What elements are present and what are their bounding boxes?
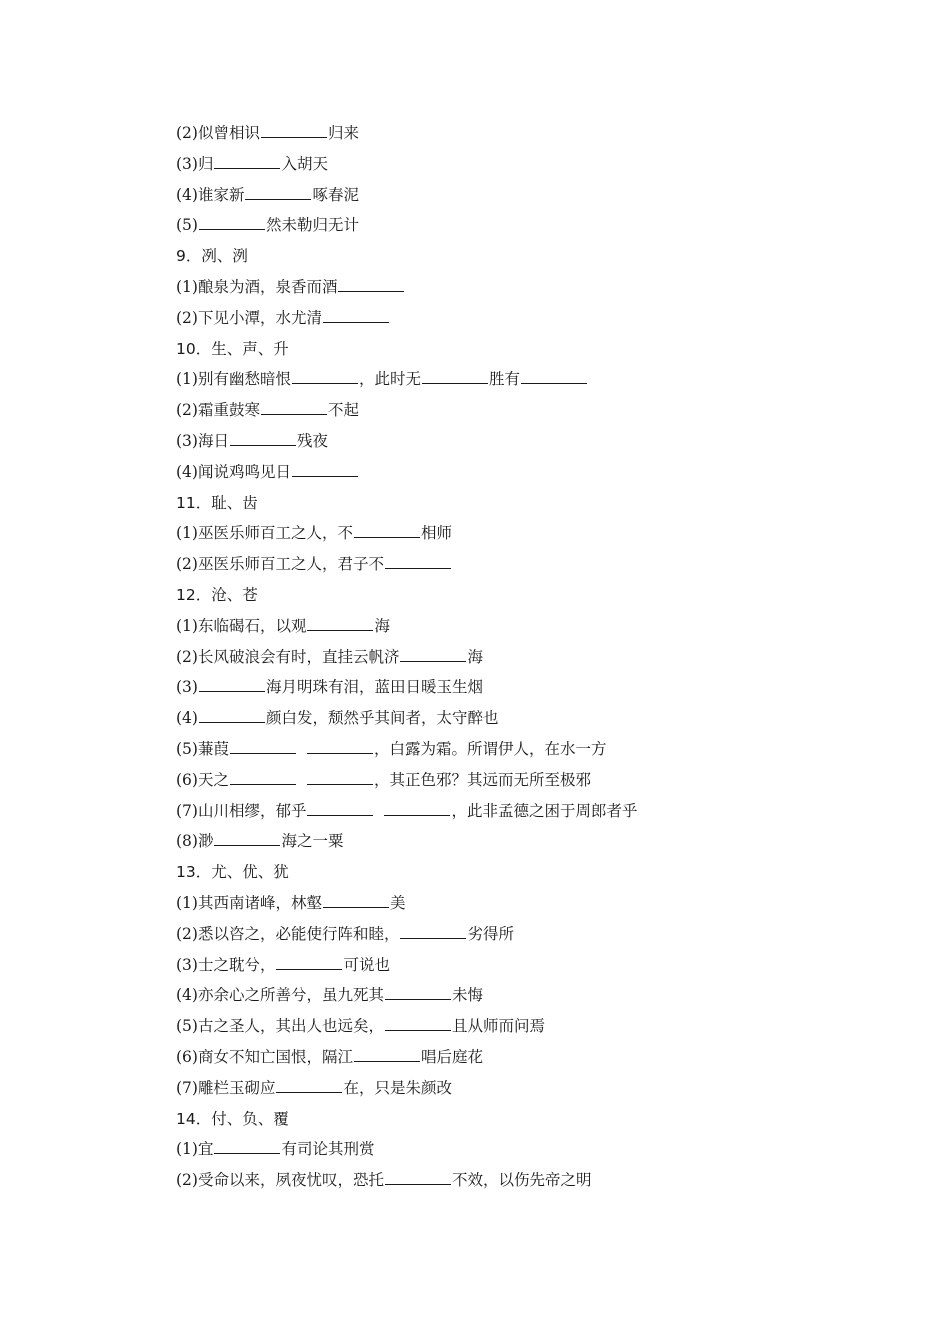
item-text: (4)亦余心之所善兮，虽九死其 [176, 986, 384, 1005]
item-text: 未悔 [451, 986, 483, 1005]
exercise-item [176, 980, 896, 1011]
item-text: ，白露为霜。所谓伊人，在水一方 [373, 739, 607, 758]
exercise-item [176, 642, 896, 673]
answer-blank[interactable] [230, 783, 296, 785]
answer-blank[interactable] [384, 814, 450, 816]
exercise-item [176, 765, 896, 796]
item-text: (4) [176, 709, 198, 728]
item-text: 然未勒归无计 [265, 216, 359, 235]
item-text: (1)宜 [176, 1140, 214, 1159]
exercise-item [176, 950, 896, 981]
item-text: 不起 [327, 401, 359, 420]
item-text: 不效，以伤先帝之明 [451, 1171, 592, 1190]
answer-blank[interactable] [276, 1091, 342, 1093]
item-text: (4)闻说鸡鸣见日 [176, 462, 291, 481]
exercise-item [176, 210, 896, 241]
item-text: (2)霜重鼓寒 [176, 401, 260, 420]
item-text: (2)受命以来，夙夜忧叹，恐托 [176, 1171, 384, 1190]
answer-blank[interactable] [422, 382, 488, 384]
answer-blank[interactable] [214, 167, 280, 169]
answer-blank[interactable] [292, 382, 358, 384]
item-text: 且从师而问焉 [451, 1017, 545, 1036]
item-text: (3)海日 [176, 431, 229, 450]
item-text: 海之一粟 [281, 832, 344, 851]
exercise-item [176, 796, 896, 827]
section-heading [176, 1104, 896, 1135]
item-text: (3)士之耽兮， [176, 955, 276, 974]
item-text: (2)下见小潭，水尤清 [176, 308, 322, 327]
exercise-item [176, 919, 896, 950]
item-text: 啄春泥 [312, 185, 359, 204]
exercise-item [176, 364, 896, 395]
heading-text: 13．尤、优、犹 [176, 863, 289, 882]
item-text: (1)巫医乐师百工之人，不 [176, 524, 353, 543]
item-text: (6)天之 [176, 770, 229, 789]
exercise-item [176, 118, 896, 149]
answer-blank[interactable] [307, 752, 373, 754]
answer-blank[interactable] [307, 783, 373, 785]
exercise-item [176, 426, 896, 457]
answer-blank[interactable] [323, 321, 389, 323]
section-heading [176, 334, 896, 365]
item-text: ，其正色邪？其远而无所至极邪 [373, 770, 591, 789]
exercise-item [176, 888, 896, 919]
item-text: (1)别有幽愁暗恨 [176, 370, 291, 389]
item-text: (8)渺 [176, 832, 214, 851]
heading-text: 11．耻、齿 [176, 493, 258, 512]
answer-blank[interactable] [385, 998, 451, 1000]
answer-blank[interactable] [276, 968, 342, 970]
answer-blank[interactable] [521, 382, 587, 384]
answer-blank[interactable] [230, 752, 296, 754]
item-text: 胜有 [488, 370, 520, 389]
answer-blank[interactable] [385, 567, 451, 569]
heading-text: 14．付、负、覆 [176, 1109, 289, 1128]
item-text: 在，只是朱颜改 [343, 1078, 452, 1097]
exercise-item [176, 272, 896, 303]
exercise-item [176, 611, 896, 642]
answer-blank[interactable] [307, 814, 373, 816]
answer-blank[interactable] [338, 290, 404, 292]
answer-blank[interactable] [354, 536, 420, 538]
item-text: (1)酿泉为酒，泉香而酒 [176, 277, 338, 296]
exercise-item [176, 734, 896, 765]
item-text: (3) [176, 678, 198, 697]
item-text: (2)似曾相识 [176, 124, 260, 142]
heading-text: 9．冽、洌 [176, 247, 248, 266]
item-text: ，此时无 [358, 370, 421, 389]
item-text: 相师 [420, 524, 452, 543]
exercise-item [176, 549, 896, 580]
exercise-item [176, 149, 896, 180]
heading-text: 10．生、声、升 [176, 339, 289, 358]
section-heading [176, 857, 896, 888]
item-text: 海 [467, 647, 483, 666]
answer-blank[interactable] [385, 1029, 451, 1031]
answer-blank[interactable] [199, 690, 265, 692]
answer-blank[interactable] [323, 906, 389, 908]
item-text: (1)东临碣石，以观 [176, 616, 307, 635]
item-text: 入胡天 [281, 154, 328, 173]
exercise-item [176, 395, 896, 426]
item-text: 唱后庭花 [420, 1047, 483, 1066]
item-text: (3)归 [176, 154, 214, 173]
item-text: (5) [176, 216, 198, 235]
exercise-item [176, 457, 896, 488]
item-text: (6)商女不知亡国恨，隔江 [176, 1047, 353, 1066]
item-text: 可说也 [343, 955, 390, 974]
item-text: 有司论其刑赏 [281, 1140, 375, 1159]
item-text: 残夜 [296, 431, 328, 450]
item-text: (7)山川相缪，郁乎 [176, 801, 307, 820]
exercise-item [176, 303, 896, 334]
answer-blank[interactable] [292, 475, 358, 477]
exercise-item [176, 518, 896, 549]
answer-blank[interactable] [214, 1152, 280, 1154]
item-text: 海月明珠有泪，蓝田日暖玉生烟 [265, 678, 483, 697]
answer-blank[interactable] [400, 937, 466, 939]
exercise-item [176, 672, 896, 703]
answer-blank[interactable] [385, 1183, 451, 1185]
item-text: (2)巫医乐师百工之人，君子不 [176, 555, 384, 574]
item-text: (1)其西南诸峰，林壑 [176, 893, 322, 912]
item-text: (5)蒹葭 [176, 739, 229, 758]
item-text: 劣得所 [467, 924, 514, 943]
answer-blank[interactable] [199, 721, 265, 723]
answer-blank[interactable] [261, 136, 327, 138]
heading-text: 12．沧、苍 [176, 585, 258, 604]
item-text: (2)长风破浪会有时，直挂云帆济 [176, 647, 400, 666]
exercise-list [176, 118, 896, 1196]
item-text: (2)悉以咨之，必能使行阵和睦， [176, 924, 400, 943]
exercise-item [176, 1073, 896, 1104]
item-text: (5)古之圣人，其出人也远矣， [176, 1017, 384, 1036]
answer-blank[interactable] [400, 660, 466, 662]
item-text: 归来 [327, 124, 359, 142]
answer-blank[interactable] [199, 228, 265, 230]
exercise-item [176, 180, 896, 211]
answer-blank[interactable] [261, 413, 327, 415]
answer-blank[interactable] [230, 444, 296, 446]
answer-blank[interactable] [245, 198, 311, 200]
item-text: (4)谁家新 [176, 185, 245, 204]
answer-blank[interactable] [214, 844, 280, 846]
item-text: 美 [389, 893, 406, 912]
exercise-item [176, 1011, 896, 1042]
exercise-item [176, 826, 896, 857]
exercise-item [176, 1165, 896, 1196]
exercise-item [176, 1042, 896, 1073]
item-text: (7)雕栏玉砌应 [176, 1078, 276, 1097]
item-text: 海 [374, 616, 390, 635]
exercise-item [176, 703, 896, 734]
answer-blank[interactable] [354, 1060, 420, 1062]
section-heading [176, 580, 896, 611]
exercise-item [176, 1134, 896, 1165]
answer-blank[interactable] [307, 629, 373, 631]
item-text: ，此非孟德之困于周郎者乎 [451, 801, 638, 820]
item-text: 颜白发，颓然乎其间者，太守醉也 [265, 709, 499, 728]
section-heading [176, 241, 896, 272]
section-heading [176, 488, 896, 519]
